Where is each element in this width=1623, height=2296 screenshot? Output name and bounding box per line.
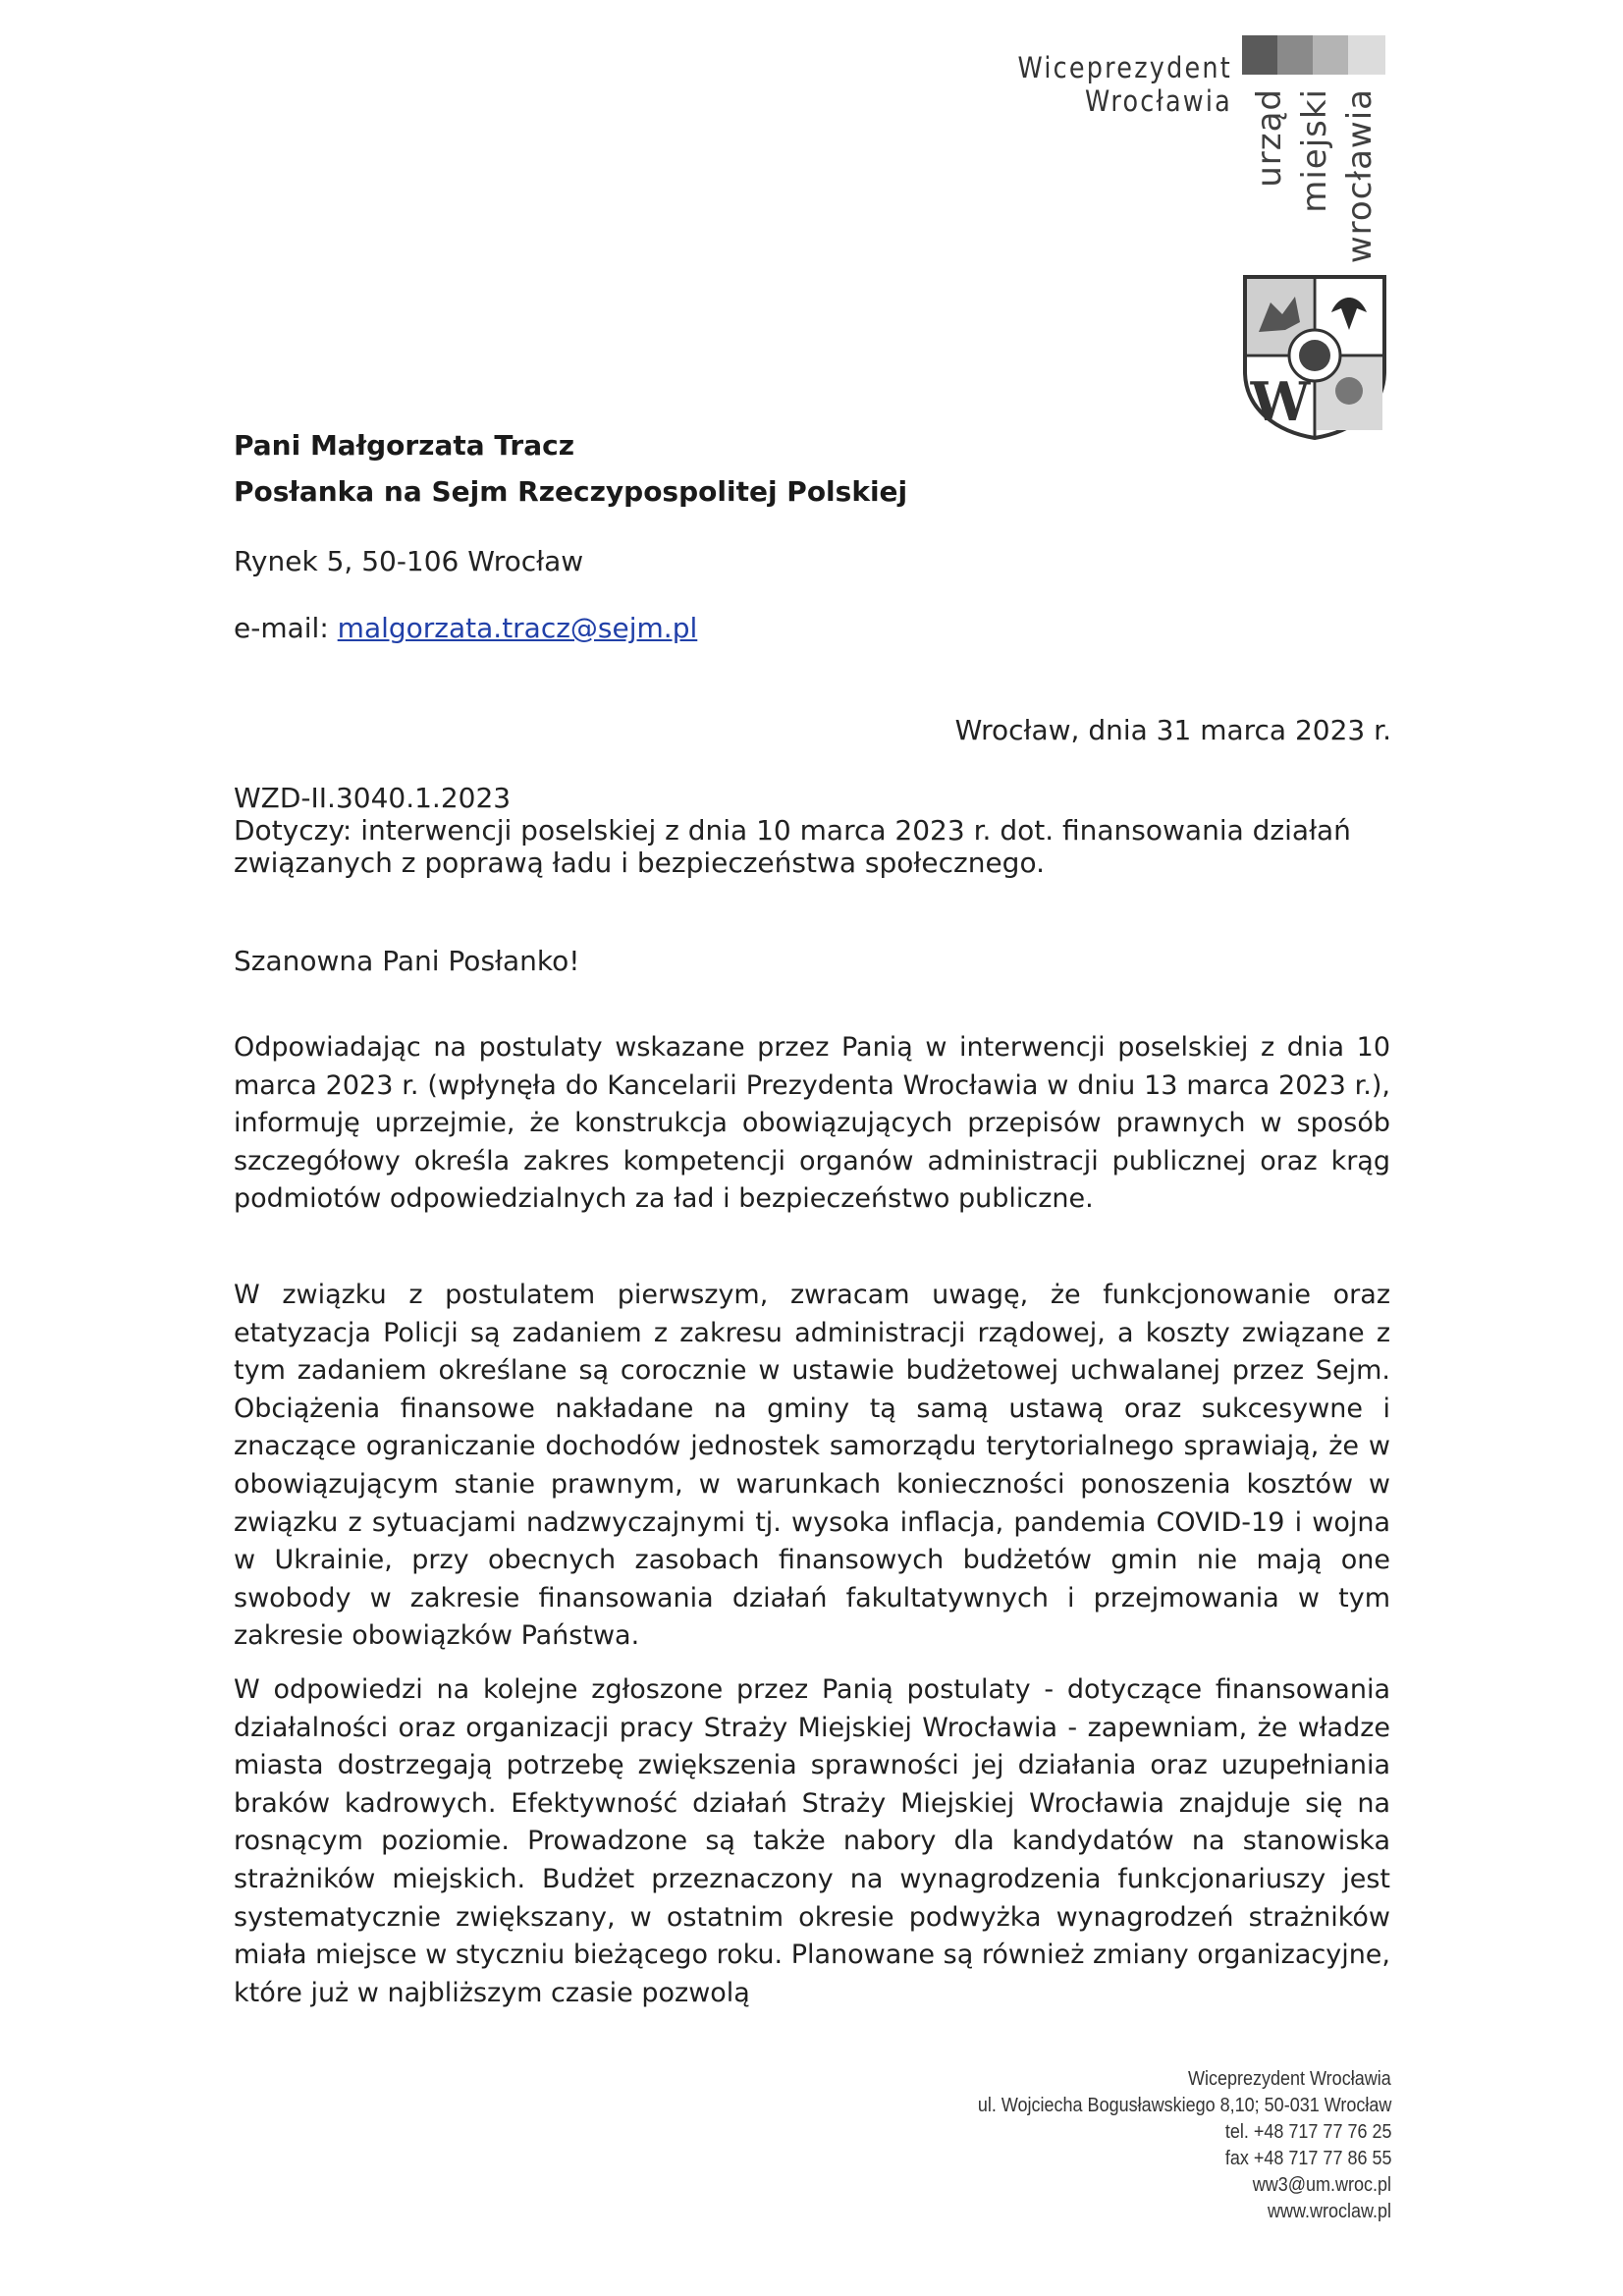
reference-subject-line-1: Dotyczy: interwencji poselskiej z dnia 10 marca 2023 r. dot. finansowania działań — [234, 814, 1351, 847]
body-paragraph-3: W odpowiedzi na kolejne zgłoszone przez Panią postulaty - dotyczące finansowania działalności oraz organizacji pracy Straży Miejskiej Wrocławia - zapewniam, że władze miasta dostrzegają potrzebę zwiększenia sprawności jej działania oraz uzupełniania braków kadrowych. Efektywność działań Straży Miejskiej Wrocławia znajduje się na rosnącym poziomie. Prowadzone są także nabory dla kandydatów na stanowiska strażników miejskich. Budżet przeznaczony na wynagrodzenia funkcjonariuszy jest systematycznie zwiększany, w ostatnim okresie podwyżka wynagrodzeń strażników miała miejsce w styczniu bieżącego roku. Planowane są również zmiany organizacyjne, które już w najbliższym czasie pozwolą — [234, 1674, 1390, 2008]
footer-fax: fax +48 717 77 86 55 — [1224, 2148, 1391, 2169]
reference-number: WZD-II.3040.1.2023 — [234, 782, 512, 814]
email-label: e-mail: — [234, 612, 329, 644]
body-paragraph-1: Odpowiadając na postulaty wskazane przez Panią w interwencji poselskiej z dnia 10 marca 2023 r. (wpłynęła do Kancelarii Prezydenta Wrocławia w dniu 13 marca 2023 r.), informuję uprzejmie, że konstrukcja obowiązujących przepisów prawnych w sposób szczegółowy określa zakres kompetencji organów administracji publicznej oraz krąg podmiotów odpowiedzialnych za ład i bezpieczeństwo publiczne. — [234, 1032, 1390, 1215]
salutation: Szanowna Pani Posłanko! — [234, 945, 580, 977]
recipient-email-link[interactable]: malgorzata.tracz@sejm.pl — [337, 612, 698, 644]
footer-address: ul. Wojciecha Bogusławskiego 8,10; 50-031 Wrocław — [977, 2095, 1391, 2116]
footer-tel: tel. +48 717 77 76 25 — [1224, 2121, 1391, 2143]
logo-squares — [1242, 35, 1385, 75]
logo-text-line-1: urząd — [1250, 88, 1289, 188]
date-line: Wrocław, dnia 31 marca 2023 r. — [954, 714, 1391, 746]
header-office-title: Wiceprezydent Wrocławia — [1017, 51, 1232, 118]
footer-office: Wiceprezydent Wrocławia — [1188, 2068, 1391, 2090]
recipient-title: Posłanka na Sejm Rzeczypospolitej Polskiej — [234, 475, 908, 508]
coat-letter: W — [1250, 370, 1311, 433]
recipient-email-line — [234, 612, 697, 644]
body-paragraph-2: W związku z postulatem pierwszym, zwracam uwagę, że funkcjonowanie oraz etatyzacja Policji są zadaniem z zakresu administracji rządowej, a koszty związane z tym zadaniem określane są corocznie w ustawie budżetowej uchwalanej przez Sejm. Obciążenia finansowe nakładane na gminy tą samą ustawą oraz sukcesywne i znaczące ograniczanie dochodów jednostek samorządu terytorialnego sprawiają, że w obowiązującym stanie prawnym, w warunkach konieczności ponoszenia kosztów w związku z sytuacjami nadzwyczajnymi tj. wysoka inflacja, pandemia COVID-19 i wojna w Ukrainie, przy obecnych zasobach finansowych budżetów gmin nie mają one swobody w zakresie finansowania działań fakultatywnych i przejmowania w tym zakresie obowiązków Państwa. — [234, 1280, 1390, 1652]
footer-website[interactable]: www.wroclaw.pl — [1267, 2201, 1391, 2222]
reference-subject-line-2: związanych z poprawą ładu i bezpieczeństwa społecznego. — [234, 847, 1045, 879]
recipient-name: Pani Małgorzata Tracz — [234, 429, 575, 462]
recipient-address: Rynek 5, 50-106 Wrocław — [234, 545, 584, 577]
logo-text-line-3: wrocławia — [1340, 88, 1380, 264]
coat-of-arms-icon — [1241, 273, 1388, 440]
logo-text-line-2: miejski — [1295, 88, 1334, 213]
footer-email[interactable]: ww3@um.wroc.pl — [1252, 2174, 1391, 2196]
